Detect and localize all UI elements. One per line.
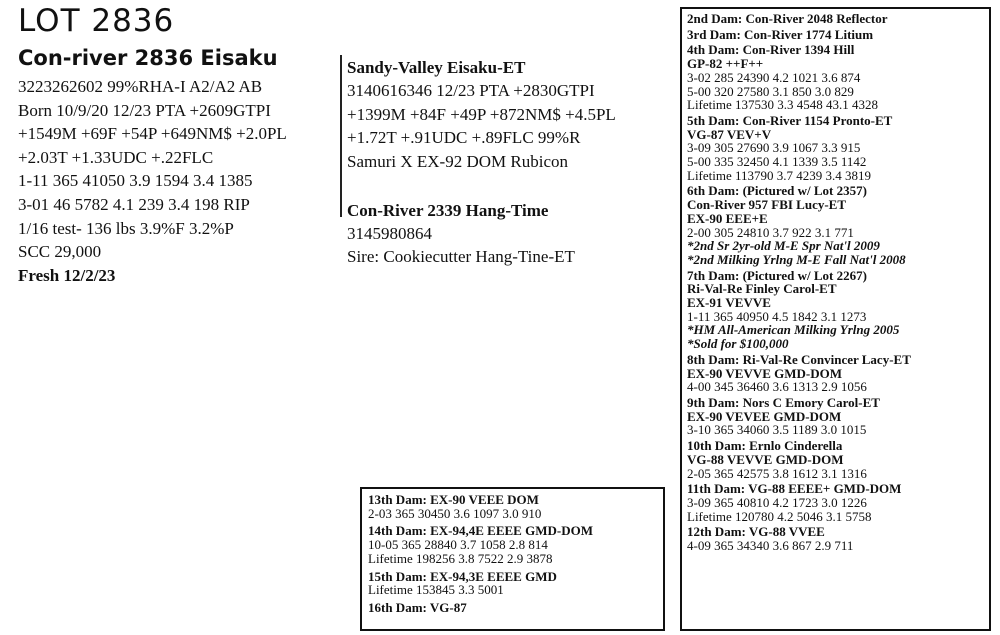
cow-detail-line: SCC 29,000: [18, 242, 102, 262]
dam-record-line: 3-09 305 27690 3.9 1067 3.3 915: [687, 140, 861, 156]
dam-record-line: 5-00 335 32450 4.1 1339 3.5 1142: [687, 154, 867, 170]
dam-record-line: 4-00 345 36460 3.6 1313 2.9 1056: [687, 379, 867, 395]
maternal-grandsire-line: Sire: Cookiecutter Hang-Tine-ET: [347, 247, 575, 267]
maternal-grandsire-line: 3145980864: [347, 224, 432, 244]
dam-entry: [687, 525, 989, 552]
dam-heading: 9th Dam: Nors C Emory Carol-ET: [687, 394, 880, 410]
dam-subheading: VG-87 VEV+V: [687, 126, 772, 142]
dam-heading: 6th Dam: (Pictured w/ Lot 2357): [687, 183, 867, 199]
dam-heading: 14th Dam: EX-94,4E EEEE GMD-DOM: [368, 523, 593, 539]
lot-title: LOT 2836: [18, 3, 175, 39]
dam-record-line: 2-03 365 30450 3.6 1097 3.0 910: [368, 505, 542, 521]
dam-heading: 12th Dam: VG-88 VVEE: [687, 524, 825, 540]
sire-name: Sandy-Valley Eisaku-ET: [347, 58, 526, 77]
dam-record-line: Lifetime 120780 4.2 5046 3.1 5758: [687, 508, 872, 524]
dam-record-line: 4-09 365 34340 3.6 867 2.9 711: [687, 538, 854, 554]
pedigree-box-right: [680, 7, 991, 631]
sire-detail-line: 3140616346 12/23 PTA +2830GTPI: [347, 81, 595, 101]
cow-detail-line: 1-11 365 41050 3.9 1594 3.4 1385: [18, 171, 253, 191]
dam-heading: 13th Dam: EX-90 VEEE DOM: [368, 492, 539, 507]
dam-record-line: 2-00 305 24810 3.7 922 3.1 771: [687, 224, 854, 240]
dam-note: *Sold for $100,000: [687, 336, 789, 352]
dam-record-line: 3-10 365 34060 3.5 1189 3.0 1015: [687, 422, 867, 438]
dam-entry: [687, 353, 989, 394]
dam-subheading: EX-91 VEVVE: [687, 295, 771, 311]
dam-record-line: 10-05 365 28840 3.7 1058 2.8 814: [368, 537, 548, 553]
dam-heading: 3rd Dam: Con-River 1774 Litium: [687, 26, 874, 42]
cow-detail-line: 3223262602 99%RHA-I A2/A2 AB: [18, 77, 263, 96]
dam-subheading: Ri-Val-Re Finley Carol-ET: [687, 281, 837, 297]
cow-details: [18, 75, 338, 287]
maternal-grandsire-name: Con-River 2339 Hang-Time: [347, 201, 549, 220]
dam-record-line: Lifetime 137530 3.3 4548 43.1 4328: [687, 97, 879, 113]
dam-subheading: VG-88 VEVVE GMD-DOM: [687, 451, 844, 467]
dam-heading: 7th Dam: (Pictured w/ Lot 2267): [687, 267, 867, 283]
cow-detail-line: +1549M +69F +54P +649NM$ +2.0PL: [18, 124, 287, 144]
fresh-date: Fresh 12/2/23: [18, 265, 116, 285]
dam-heading: 5th Dam: Con-River 1154 Pronto-ET: [687, 112, 893, 128]
maternal-grandsire-block: [347, 199, 667, 269]
dam-entry: [368, 570, 663, 597]
dam-subheading: EX-90 VEVEE GMD-DOM: [687, 408, 842, 424]
pedigree-box-lower: [360, 487, 665, 631]
dam-record-line: 5-00 320 27580 3.1 850 3.0 829: [687, 83, 854, 99]
dam-entry: [687, 439, 989, 480]
dam-record-line: Lifetime 153845 3.3 5001: [368, 582, 504, 598]
dam-entry: [368, 601, 663, 615]
dam-heading: 2nd Dam: Con-River 2048 Reflector: [687, 11, 888, 26]
dam-record-line: Lifetime 113790 3.7 4239 3.4 3819: [687, 167, 872, 183]
dam-heading: 16th Dam: VG-87: [368, 599, 467, 615]
dam-record-line: 1-11 365 40950 4.5 1842 3.1 1273: [687, 308, 867, 324]
sire-block: [347, 56, 667, 173]
cow-detail-line: +2.03T +1.33UDC +.22FLC: [18, 147, 214, 167]
dam-heading: 15th Dam: EX-94,3E EEEE GMD: [368, 568, 557, 584]
cow-detail-line: 1/16 test- 136 lbs 3.9%F 3.2%P: [18, 218, 234, 238]
dam-entry: [687, 114, 989, 183]
dam-subheading: GP-82 ++F++: [687, 56, 764, 72]
section-divider: [340, 55, 342, 217]
dam-record-line: 3-02 285 24390 4.2 1021 3.6 874: [687, 69, 861, 85]
dam-entry: [368, 524, 663, 565]
cow-detail-line: Born 10/9/20 12/23 PTA +2609GTPI: [18, 100, 271, 120]
dam-subheading: EX-90 EEE+E: [687, 210, 768, 226]
dam-note: *HM All-American Milking Yrlng 2005: [687, 322, 900, 338]
dam-entry: [368, 493, 663, 520]
dam-heading: 11th Dam: VG-88 EEEE+ GMD-DOM: [687, 481, 902, 497]
dam-record-line: 3-09 365 40810 4.2 1723 3.0 1226: [687, 494, 867, 510]
dam-entry: [687, 12, 989, 26]
dam-entry: [687, 43, 989, 112]
sire-detail-line: +1.72T +.91UDC +.89FLC 99%R: [347, 128, 581, 148]
dam-subheading: EX-90 VEVVE GMD-DOM: [687, 365, 843, 381]
dam-record-line: Lifetime 198256 3.8 7522 2.9 3878: [368, 550, 553, 566]
dam-heading: 10th Dam: Ernlo Cinderella: [687, 438, 843, 454]
sire-detail-line: +1399M +84F +49P +872NM$ +4.5PL: [347, 104, 616, 124]
dam-entry: [687, 269, 989, 351]
dam-subheading: Con-River 957 FBI Lucy-ET: [687, 197, 847, 213]
dam-note: *2nd Sr 2yr-old M-E Spr Nat'l 2009: [687, 238, 880, 254]
cow-detail-line: 3-01 46 5782 4.1 239 3.4 198 RIP: [18, 194, 250, 214]
cow-name: Con-river 2836 Eisaku: [18, 46, 278, 70]
dam-entry: [687, 396, 989, 437]
dam-note: *2nd Milking Yrlng M-E Fall Nat'l 2008: [687, 251, 906, 267]
dam-entry: [687, 184, 989, 266]
dam-heading: 8th Dam: Ri-Val-Re Convincer Lacy-ET: [687, 351, 911, 367]
sire-detail-line: Samuri X EX-92 DOM Rubicon: [347, 151, 568, 171]
dam-entry: [687, 482, 989, 523]
dam-entry: [687, 28, 989, 42]
dam-heading: 4th Dam: Con-River 1394 Hill: [687, 42, 855, 58]
dam-record-line: 2-05 365 42575 3.8 1612 3.1 1316: [687, 465, 867, 481]
